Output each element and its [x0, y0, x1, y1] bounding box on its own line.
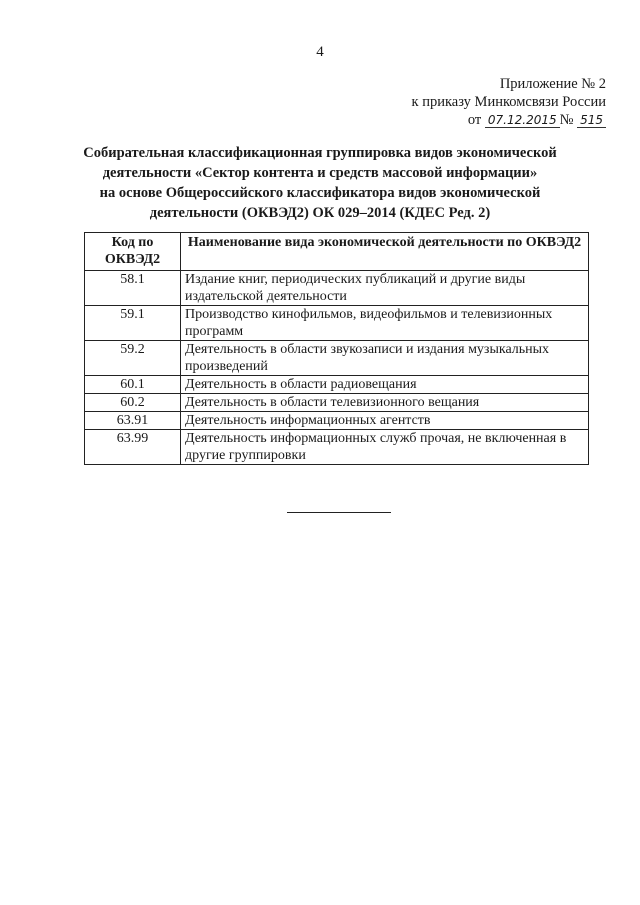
title-line: деятельности (ОКВЭД2) ОК 029–2014 (КДЕС Ред. 2): [149, 205, 491, 221]
page-number: 4: [316, 44, 324, 60]
table-row: [85, 271, 589, 306]
document-title: [60, 143, 580, 223]
row-name: Деятельность информационных агентств: [181, 412, 589, 430]
table-row: [85, 430, 589, 465]
end-divider: [287, 512, 391, 513]
row-code: 59.2: [85, 341, 181, 376]
from-label: от: [467, 112, 482, 128]
row-name: Деятельность в области звукозаписи и издания музыкальных произведений: [181, 341, 589, 376]
row-name: Издание книг, периодических публикаций и другие виды издательской деятельности: [181, 271, 589, 306]
row-code: 58.1: [85, 271, 181, 306]
table-row: [85, 394, 589, 412]
row-code: 60.2: [85, 394, 181, 412]
number-sign: №: [559, 112, 574, 128]
appendix-header: [412, 75, 606, 129]
handwritten-date: 07.12.2015: [485, 113, 560, 128]
row-name: Деятельность в области телевизионного вещания: [181, 394, 589, 412]
table-row: [85, 341, 589, 376]
title-line: на основе Общероссийского классификатора видов экономической: [99, 185, 541, 201]
row-code: 63.99: [85, 430, 181, 465]
okved-table: [84, 232, 589, 465]
title-line: деятельности «Сектор контента и средств массовой информации»: [102, 165, 538, 181]
row-name: Деятельность информационных служб прочая, не включенная в другие группировки: [181, 430, 589, 465]
row-code: 63.91: [85, 412, 181, 430]
handwritten-number: 515: [577, 113, 606, 128]
table-row: [85, 412, 589, 430]
header-code: Код по ОКВЭД2: [85, 233, 181, 271]
table-header-row: [85, 233, 589, 271]
row-name: Производство кинофильмов, видеофильмов и телевизионных программ: [181, 306, 589, 341]
table-row: [85, 376, 589, 394]
appendix-date-number-line: [412, 111, 606, 129]
row-name: Деятельность в области радиовещания: [181, 376, 589, 394]
row-code: 60.1: [85, 376, 181, 394]
row-code: 59.1: [85, 306, 181, 341]
appendix-order-reference: к приказу Минкомсвязи России: [411, 94, 606, 110]
table-row: [85, 306, 589, 341]
header-name: Наименование вида экономической деятельности по ОКВЭД2: [181, 233, 589, 271]
appendix-title: Приложение № 2: [499, 76, 606, 92]
title-line: Собирательная классификационная группировка видов экономической: [83, 145, 557, 161]
